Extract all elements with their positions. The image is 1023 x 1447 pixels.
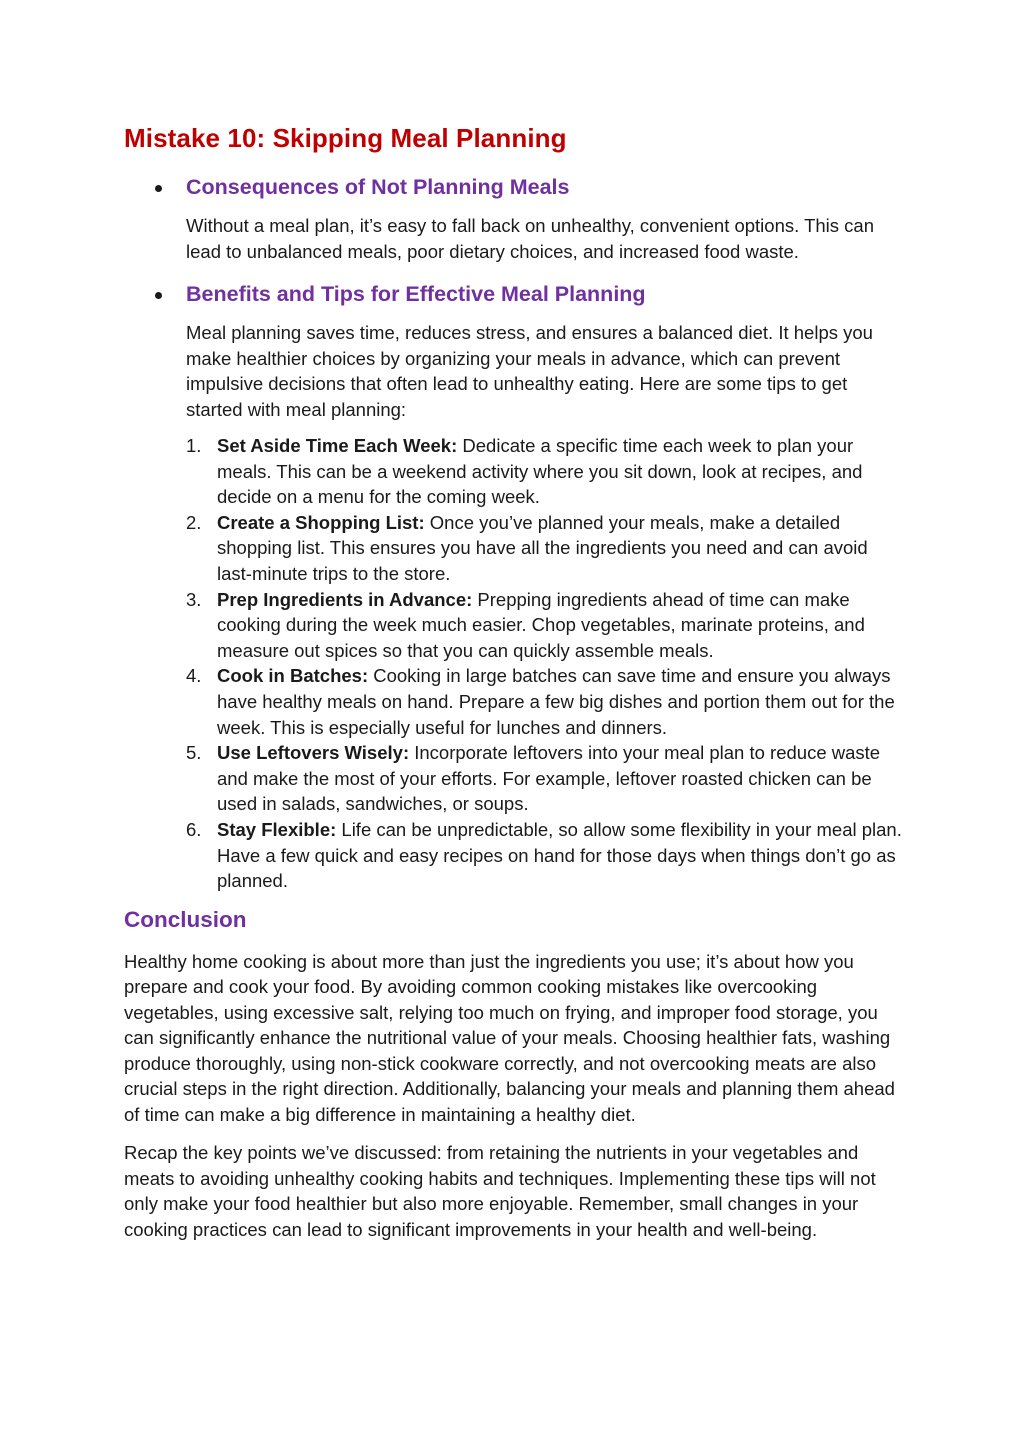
conclusion-heading: Conclusion [124,906,247,932]
conclusion-paragraph: Healthy home cooking is about more than just the ingredients you use; it’s about how you prepare and cook your food. By avoiding common cooking mistakes like overcooking vegetables, using excessive salt, relying too much on frying, and improper food storage, you can significantly enhance the nutritional value of your meals. Choosing healthier fats, washing produce thoroughly, using non-stick cookware correctly, and not overcooking meats are also crucial steps in the right direction. Additionally, balancing your meals and planning them ahead of time can make a big difference in maintaining a healthy diet. [124,950,895,1125]
list-number: 6. [186,818,202,840]
tips-list [186,433,904,894]
list-number: 2. [186,511,202,533]
list-item [186,817,904,894]
section-body-consequences: Without a meal plan, it’s easy to fall back on unhealthy, convenient options. This can lead to unbalanced meals, poor dietary choices, and increased food waste. [186,215,874,262]
section-heading-label: Benefits and Tips for Effective Meal Planning [186,282,646,306]
document-page [124,118,904,1242]
section-heading-consequences [186,172,904,202]
tip-text: Once you’ve planned your meals, make a detailed shopping list. This ensures you have all the ingredients you need and can avoid last-minute trips to the store. [217,511,868,584]
list-number: 3. [186,588,202,610]
list-number: 4. [186,665,202,687]
list-item [186,433,904,510]
tip-title: Cook in Batches: [217,665,369,687]
list-item [186,740,904,817]
list-item [186,587,904,664]
tip-text: Dedicate a specific time each week to plan your meals. This can be a weekend activity where you sit down, look at recipes, and decide on a menu for the coming week. [217,435,863,508]
conclusion-paragraph: Recap the key points we’ve discussed: from retaining the nutrients in your vegetables and meats to avoiding unhealthy cooking habits and techniques. Implementing these tips will not only make your food healthier but also more enjoyable. Remember, small changes in your cooking practices can lead to significant improvements in your health and well-being. [124,1142,876,1240]
tip-title: Set Aside Time Each Week: [217,435,458,456]
tip-text: Life can be unpredictable, so allow some flexibility in your meal plan. Have a few quick and easy recipes on hand for those days when things don’t go as planned. [217,818,902,892]
section-heading-label: Consequences of Not Planning Meals [186,175,570,199]
section-body-benefits: Meal planning saves time, reduces stress, and ensures a balanced diet. It helps you make healthier choices by organizing your meals in advance, which can prevent impulsive decisions that often lead to unhealthy eating. Here are some tips to get started with meal planning: [186,322,873,420]
tip-title: Use Leftovers Wisely: [217,742,410,764]
bullet-icon [155,292,162,299]
tip-text: Cooking in large batches can save time and ensure you always have healthy meals on hand. Prepare a few big dishes and portion them out for the week. This is especially useful for lunches and dinners. [217,665,895,738]
tip-title: Prep Ingredients in Advance: [217,588,473,610]
list-number: 1. [186,435,202,456]
tip-title: Stay Flexible: [217,818,337,840]
list-number: 5. [186,742,202,764]
tip-text: Incorporate leftovers into your meal plan to reduce waste and make the most of your efforts. For example, leftover roasted chicken can be used in salads, sandwiches, or soups. [217,742,881,815]
bullet-icon [155,185,162,192]
tip-text: Prepping ingredients ahead of time can make cooking during the week much easier. Chop vegetables, marinate proteins, and measure out spices so that you can quickly assemble meals. [217,588,865,661]
list-item [186,663,904,740]
section-heading-benefits [186,279,904,309]
list-item [186,510,904,587]
page-title: Mistake 10: Skipping Meal Planning [124,123,567,153]
tip-title: Create a Shopping List: [217,511,425,533]
